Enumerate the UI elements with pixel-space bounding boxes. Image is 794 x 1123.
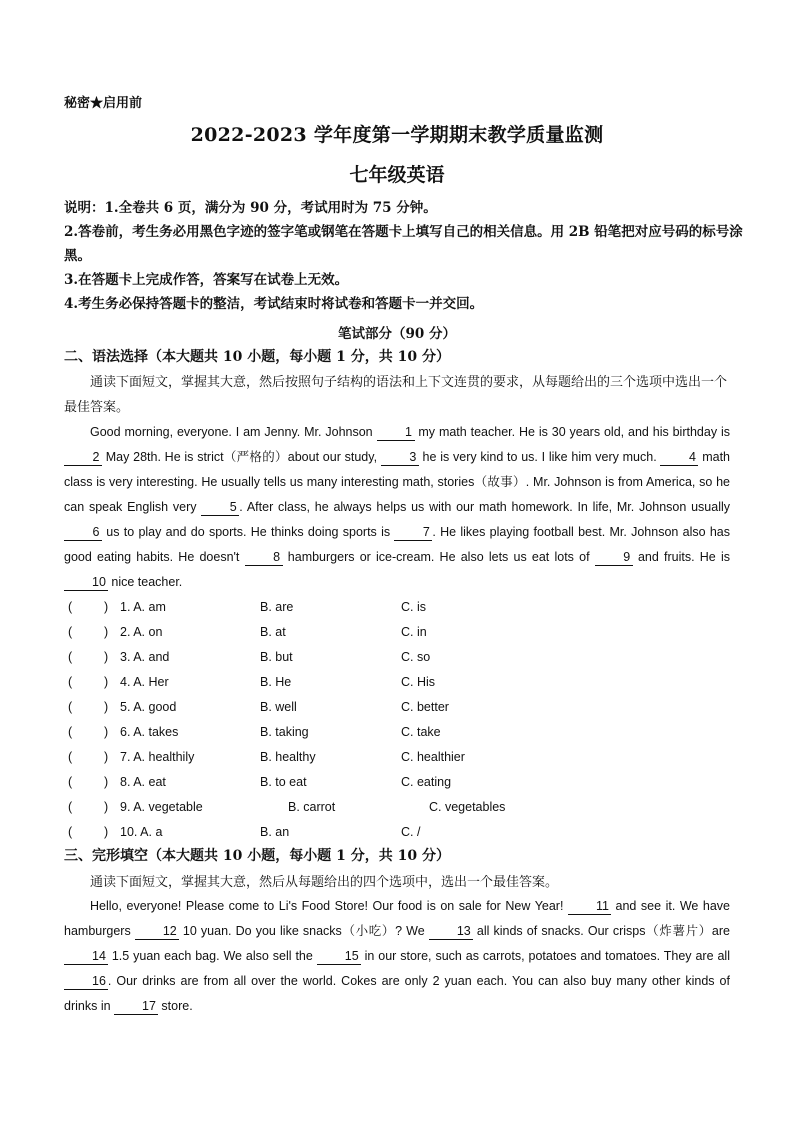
answer-paren-open[interactable]: ( bbox=[68, 625, 73, 639]
passage-text: Hello, everyone! Please come to Li's Food Store! Our food is on sale for New Year! bbox=[90, 899, 568, 913]
option-b[interactable]: B. an bbox=[260, 825, 290, 839]
answer-paren-open[interactable]: ( bbox=[68, 725, 73, 739]
option-a[interactable]: 7. A. healthily bbox=[120, 750, 195, 764]
answer-paren-close: ) bbox=[104, 700, 109, 714]
answer-paren-close: ) bbox=[104, 725, 109, 739]
question-row bbox=[64, 695, 730, 720]
option-a[interactable]: 10. A. a bbox=[120, 825, 163, 839]
answer-blank[interactable]: 1 bbox=[377, 424, 415, 441]
passage-text: store. bbox=[157, 999, 193, 1013]
passage-text: us to play and do sports. He thinks doing sports is bbox=[102, 525, 395, 539]
question-row bbox=[64, 745, 730, 770]
answer-blank[interactable]: 5 bbox=[201, 499, 239, 516]
question-row bbox=[64, 595, 730, 620]
answer-blank[interactable]: 4 bbox=[660, 449, 698, 466]
answer-blank[interactable]: 8 bbox=[245, 549, 283, 566]
answer-blank[interactable]: 16 bbox=[64, 973, 108, 990]
option-b[interactable]: B. healthy bbox=[260, 750, 316, 764]
question-row bbox=[64, 720, 730, 745]
option-a[interactable]: 2. A. on bbox=[120, 625, 163, 639]
answer-paren-close: ) bbox=[104, 750, 109, 764]
answer-paren-close: ) bbox=[104, 825, 109, 839]
option-c[interactable]: C. healthier bbox=[401, 750, 465, 764]
option-b[interactable]: B. taking bbox=[260, 725, 309, 739]
option-c[interactable]: C. is bbox=[401, 600, 426, 614]
question-row bbox=[64, 795, 730, 820]
answer-blank[interactable]: 17 bbox=[114, 998, 158, 1015]
passage-text: math class is very interesting. He usually tells us many interesting math, stories（故事）. Mr. Johnson is from America, so he can speak English very bbox=[64, 450, 730, 514]
answer-blank[interactable]: 12 bbox=[135, 923, 179, 940]
option-a[interactable]: 3. A. and bbox=[120, 650, 170, 664]
option-a[interactable]: 6. A. takes bbox=[120, 725, 179, 739]
question-row bbox=[64, 770, 730, 795]
answer-blank[interactable]: 11 bbox=[568, 898, 611, 915]
option-c[interactable]: C. better bbox=[401, 700, 449, 714]
option-a[interactable]: 8. A. eat bbox=[120, 775, 166, 789]
passage-text: my math teacher. He is 30 years old, and his birthday is bbox=[414, 425, 730, 439]
option-c[interactable]: C. in bbox=[401, 625, 427, 639]
passage-text: he is very kind to us. I like him very much. bbox=[418, 450, 661, 464]
answer-blank[interactable]: 9 bbox=[595, 549, 633, 566]
passage-text: . Our drinks are from all over the world. Cokes are only 2 yuan each. You can also buy many other kinds of drinks in bbox=[64, 974, 730, 1013]
option-b[interactable]: B. carrot bbox=[288, 800, 336, 814]
option-a[interactable]: 5. A. good bbox=[120, 700, 177, 714]
passage-text: . After class, he always helps us with our math homework. In life, Mr. Johnson usually bbox=[239, 500, 730, 514]
option-a[interactable]: 1. A. am bbox=[120, 600, 166, 614]
answer-blank[interactable]: 3 bbox=[381, 449, 419, 466]
instruction-2: 2.答卷前，考生务必用黑色字迹的签字笔或钢笔在答题卡上填写自己的相关信息。用 2B 铅笔把对应号码的标号涂黑。 bbox=[64, 224, 743, 264]
exam-title: 2022-2023 学年度第一学期期末教学质量监测 bbox=[190, 124, 604, 146]
option-b[interactable]: B. to eat bbox=[260, 775, 307, 789]
answer-blank[interactable]: 15 bbox=[317, 948, 361, 965]
passage-text: May 28th. He is strict（严格的）about our study, bbox=[102, 450, 381, 464]
option-a[interactable]: 4. A. Her bbox=[120, 675, 169, 689]
passage-text: and see it. We have hamburgers bbox=[64, 899, 730, 938]
answer-paren-open[interactable]: ( bbox=[68, 750, 73, 764]
passage-text: 10 yuan. Do you like snacks（小吃）? We bbox=[178, 924, 429, 938]
question-row bbox=[64, 820, 730, 845]
answer-paren-close: ) bbox=[104, 800, 109, 814]
passage-text: hamburgers or ice-cream. He also lets us eat lots of bbox=[282, 550, 595, 564]
option-c[interactable]: C. vegetables bbox=[429, 800, 506, 814]
answer-paren-close: ) bbox=[104, 675, 109, 689]
exam-subtitle: 七年级英语 bbox=[349, 164, 445, 186]
answer-blank[interactable]: 7 bbox=[394, 524, 432, 541]
answer-paren-open[interactable]: ( bbox=[68, 800, 73, 814]
answer-blank[interactable]: 6 bbox=[64, 524, 102, 541]
option-b[interactable]: B. He bbox=[260, 675, 292, 689]
answer-blank[interactable]: 10 bbox=[64, 574, 108, 591]
section-2-heading: 二、语法选择（本大题共 10 小题，每小题 1 分，共 10 分） bbox=[64, 349, 450, 365]
answer-paren-open[interactable]: ( bbox=[68, 650, 73, 664]
section-3-heading: 三、完形填空（本大题共 10 小题，每小题 1 分，共 10 分） bbox=[64, 848, 450, 864]
option-a[interactable]: 9. A. vegetable bbox=[120, 800, 203, 814]
written-part-heading: 笔试部分（90 分） bbox=[338, 326, 456, 342]
answer-paren-open[interactable]: ( bbox=[68, 600, 73, 614]
answer-paren-close: ) bbox=[104, 650, 109, 664]
option-c[interactable]: C. eating bbox=[401, 775, 452, 789]
answer-paren-close: ) bbox=[104, 775, 109, 789]
option-b[interactable]: B. but bbox=[260, 650, 293, 664]
passage-text: and fruits. He is bbox=[632, 550, 730, 564]
passage-text: nice teacher. bbox=[107, 575, 183, 589]
option-c[interactable]: C. so bbox=[401, 650, 431, 664]
option-b[interactable]: B. well bbox=[260, 700, 297, 714]
instructions bbox=[64, 196, 744, 316]
question-row bbox=[64, 670, 730, 695]
answer-paren-close: ) bbox=[104, 625, 109, 639]
passage-text: . He likes playing football best. Mr. Johnson also has good eating habits. He doesn't bbox=[64, 525, 730, 564]
option-c[interactable]: C. take bbox=[401, 725, 441, 739]
passage-text: Good morning, everyone. I am Jenny. Mr. Johnson bbox=[90, 425, 377, 439]
answer-blank[interactable]: 13 bbox=[429, 923, 473, 940]
option-c[interactable]: C. / bbox=[401, 825, 421, 839]
instruction-4: 4.考生务必保持答题卡的整洁，考试结束时将试卷和答题卡一并交回。 bbox=[64, 296, 484, 312]
answer-blank[interactable]: 2 bbox=[64, 449, 102, 466]
passage-text: 1.5 yuan each bag. We also sell the bbox=[107, 949, 317, 963]
confidential-label: 秘密★启用前 bbox=[64, 96, 143, 111]
passage-text: all kinds of snacks. Our crisps（炸薯片）are bbox=[472, 924, 730, 938]
passage-text: in our store, such as carrots, potatoes and tomatoes. They are all bbox=[360, 949, 730, 963]
section-2-directions: 通读下面短文，掌握其大意，然后按照句子结构的语法和上下文连贯的要求，从每题给出的三个选项中选出一个最佳答案。 bbox=[64, 375, 728, 415]
section-2-passage bbox=[64, 420, 730, 595]
instruction-1: 说明：1.全卷共 6 页，满分为 90 分，考试用时为 75 分钟。 bbox=[64, 200, 437, 216]
answer-paren-open[interactable]: ( bbox=[68, 825, 73, 839]
section-3-directions: 通读下面短文，掌握其大意，然后从每题给出的四个选项中，选出一个最佳答案。 bbox=[90, 875, 559, 890]
question-row bbox=[64, 645, 730, 670]
answer-paren-close: ) bbox=[104, 600, 109, 614]
question-row bbox=[64, 620, 730, 645]
section-3-passage bbox=[64, 894, 730, 1019]
answer-blank[interactable]: 14 bbox=[64, 948, 108, 965]
section-2-options bbox=[64, 595, 730, 845]
option-b[interactable]: B. are bbox=[260, 600, 294, 614]
answer-paren-open[interactable]: ( bbox=[68, 775, 73, 789]
answer-paren-open[interactable]: ( bbox=[68, 675, 73, 689]
option-b[interactable]: B. at bbox=[260, 625, 286, 639]
option-c[interactable]: C. His bbox=[401, 675, 436, 689]
answer-paren-open[interactable]: ( bbox=[68, 700, 73, 714]
instruction-3: 3.在答题卡上完成作答，答案写在试卷上无效。 bbox=[64, 272, 349, 288]
